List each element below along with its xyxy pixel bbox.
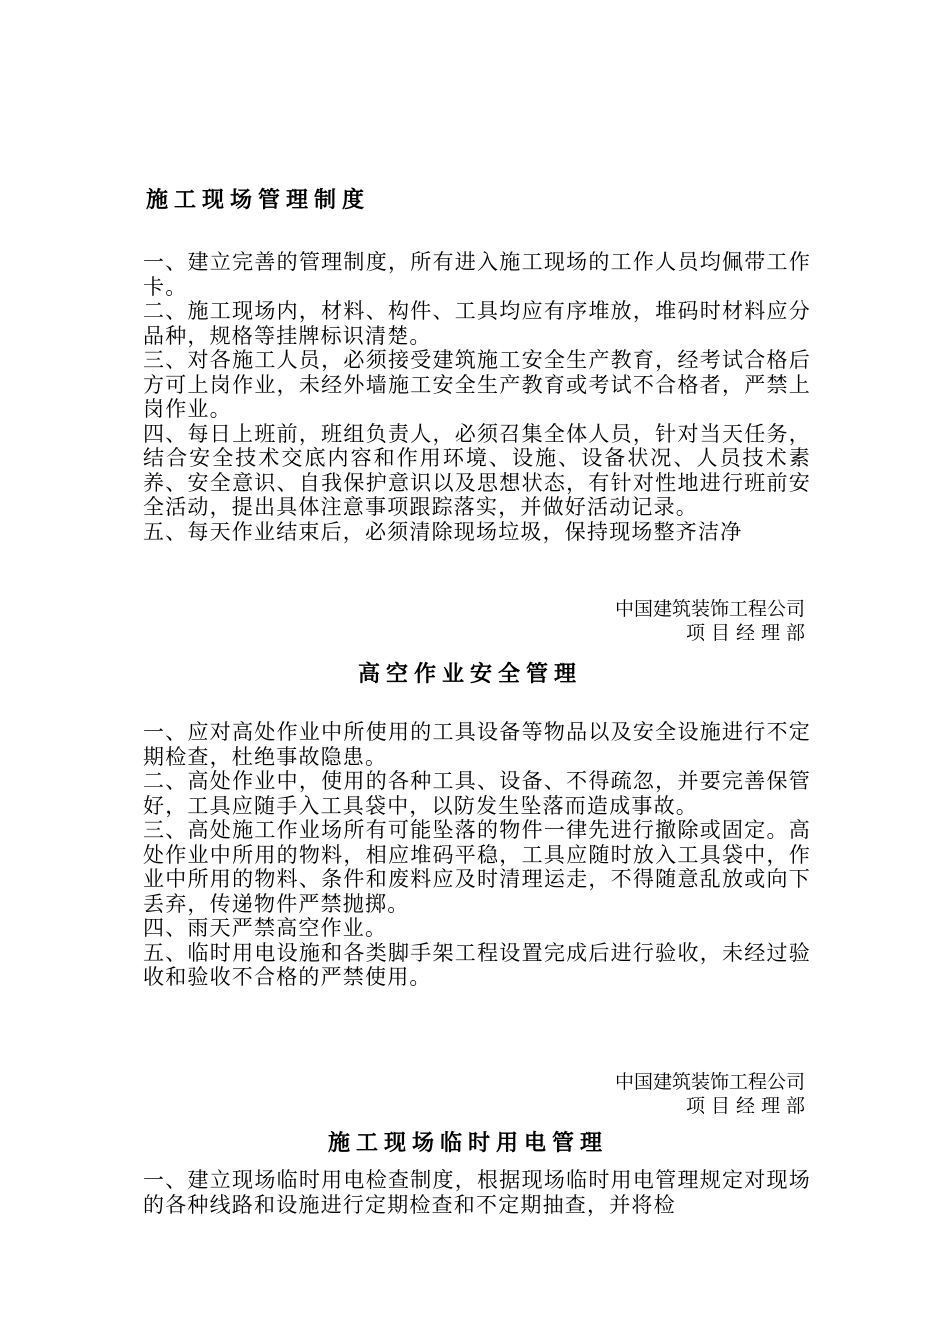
- list-item: 四、雨天严禁高空作业。: [143, 916, 388, 940]
- list-item: 四、每日上班前，班组负责人，必须召集全体人员，针对当天任务，结合安全技术交底内容和作用环境、设施、设备状况、人员技术素养、安全意识、自我保护意识以及思想状态，有针对性地进行班前安全活动，提出具体注意事项跟踪落实，并做好活动记录。: [143, 421, 811, 519]
- list-item: 二、高处作业中，使用的各种工具、设备、不得疏忽，并要完善保管好，工具应随手入工具袋中，以防发生坠落而造成事故。: [143, 769, 811, 818]
- section-title-site-management: 施工现场管理制度: [146, 187, 371, 213]
- signature-block: [505, 1070, 811, 1118]
- list-item: 一、建立完善的管理制度，所有进入施工现场的工作人员均佩带工作卡。: [143, 250, 811, 299]
- signature-department: 项目经理部: [685, 622, 811, 644]
- list-item: 五、每天作业结束后，必须清除现场垃圾，保持现场整齐洁净: [143, 519, 743, 544]
- signature-company: 中国建筑装饰工程公司: [614, 1071, 805, 1093]
- list-item: 一、应对高处作业中所使用的工具设备等物品以及安全设施进行不定期检查，杜绝事故隐患。: [143, 720, 811, 769]
- section-title-high-altitude: 高空作业安全管理: [358, 661, 583, 687]
- signature-department: 项目经理部: [685, 1095, 811, 1117]
- signature-block: [505, 597, 811, 645]
- list-item: 一、建立现场临时用电检查制度，根据现场临时用电管理规定对现场的各种线路和设施进行定期检查和不定期抽查，并将检: [143, 1168, 811, 1217]
- section-body-site-management: [143, 250, 811, 544]
- signature-company: 中国建筑装饰工程公司: [614, 598, 805, 620]
- list-item: 三、高处施工作业场所有可能坠落的物件一律先进行撤除或固定。高处作业中所用的物料，相应堆码平稳，工具应随时放入工具袋中，作业中所用的物料、条件和废料应及时清理运走，不得随意乱放或向下丢弃，传递物件严禁抛掷。: [143, 818, 811, 916]
- section-title-temporary-power: 施工现场临时用电管理: [328, 1130, 609, 1156]
- section-body-high-altitude: [143, 720, 811, 990]
- section-body-temporary-power: [143, 1168, 811, 1217]
- list-item: 三、对各施工人员，必须接受建筑施工安全生产教育，经考试合格后方可上岗作业，未经外墙施工安全生产教育或考试不合格者，严禁上岗作业。: [143, 348, 811, 421]
- list-item: 五、临时用电设施和各类脚手架工程设置完成后进行验收，未经过验收和验收不合格的严禁使用。: [143, 940, 811, 989]
- list-item: 二、施工现场内，材料、构件、工具均应有序堆放，堆码时材料应分品种，规格等挂牌标识清楚。: [143, 299, 811, 348]
